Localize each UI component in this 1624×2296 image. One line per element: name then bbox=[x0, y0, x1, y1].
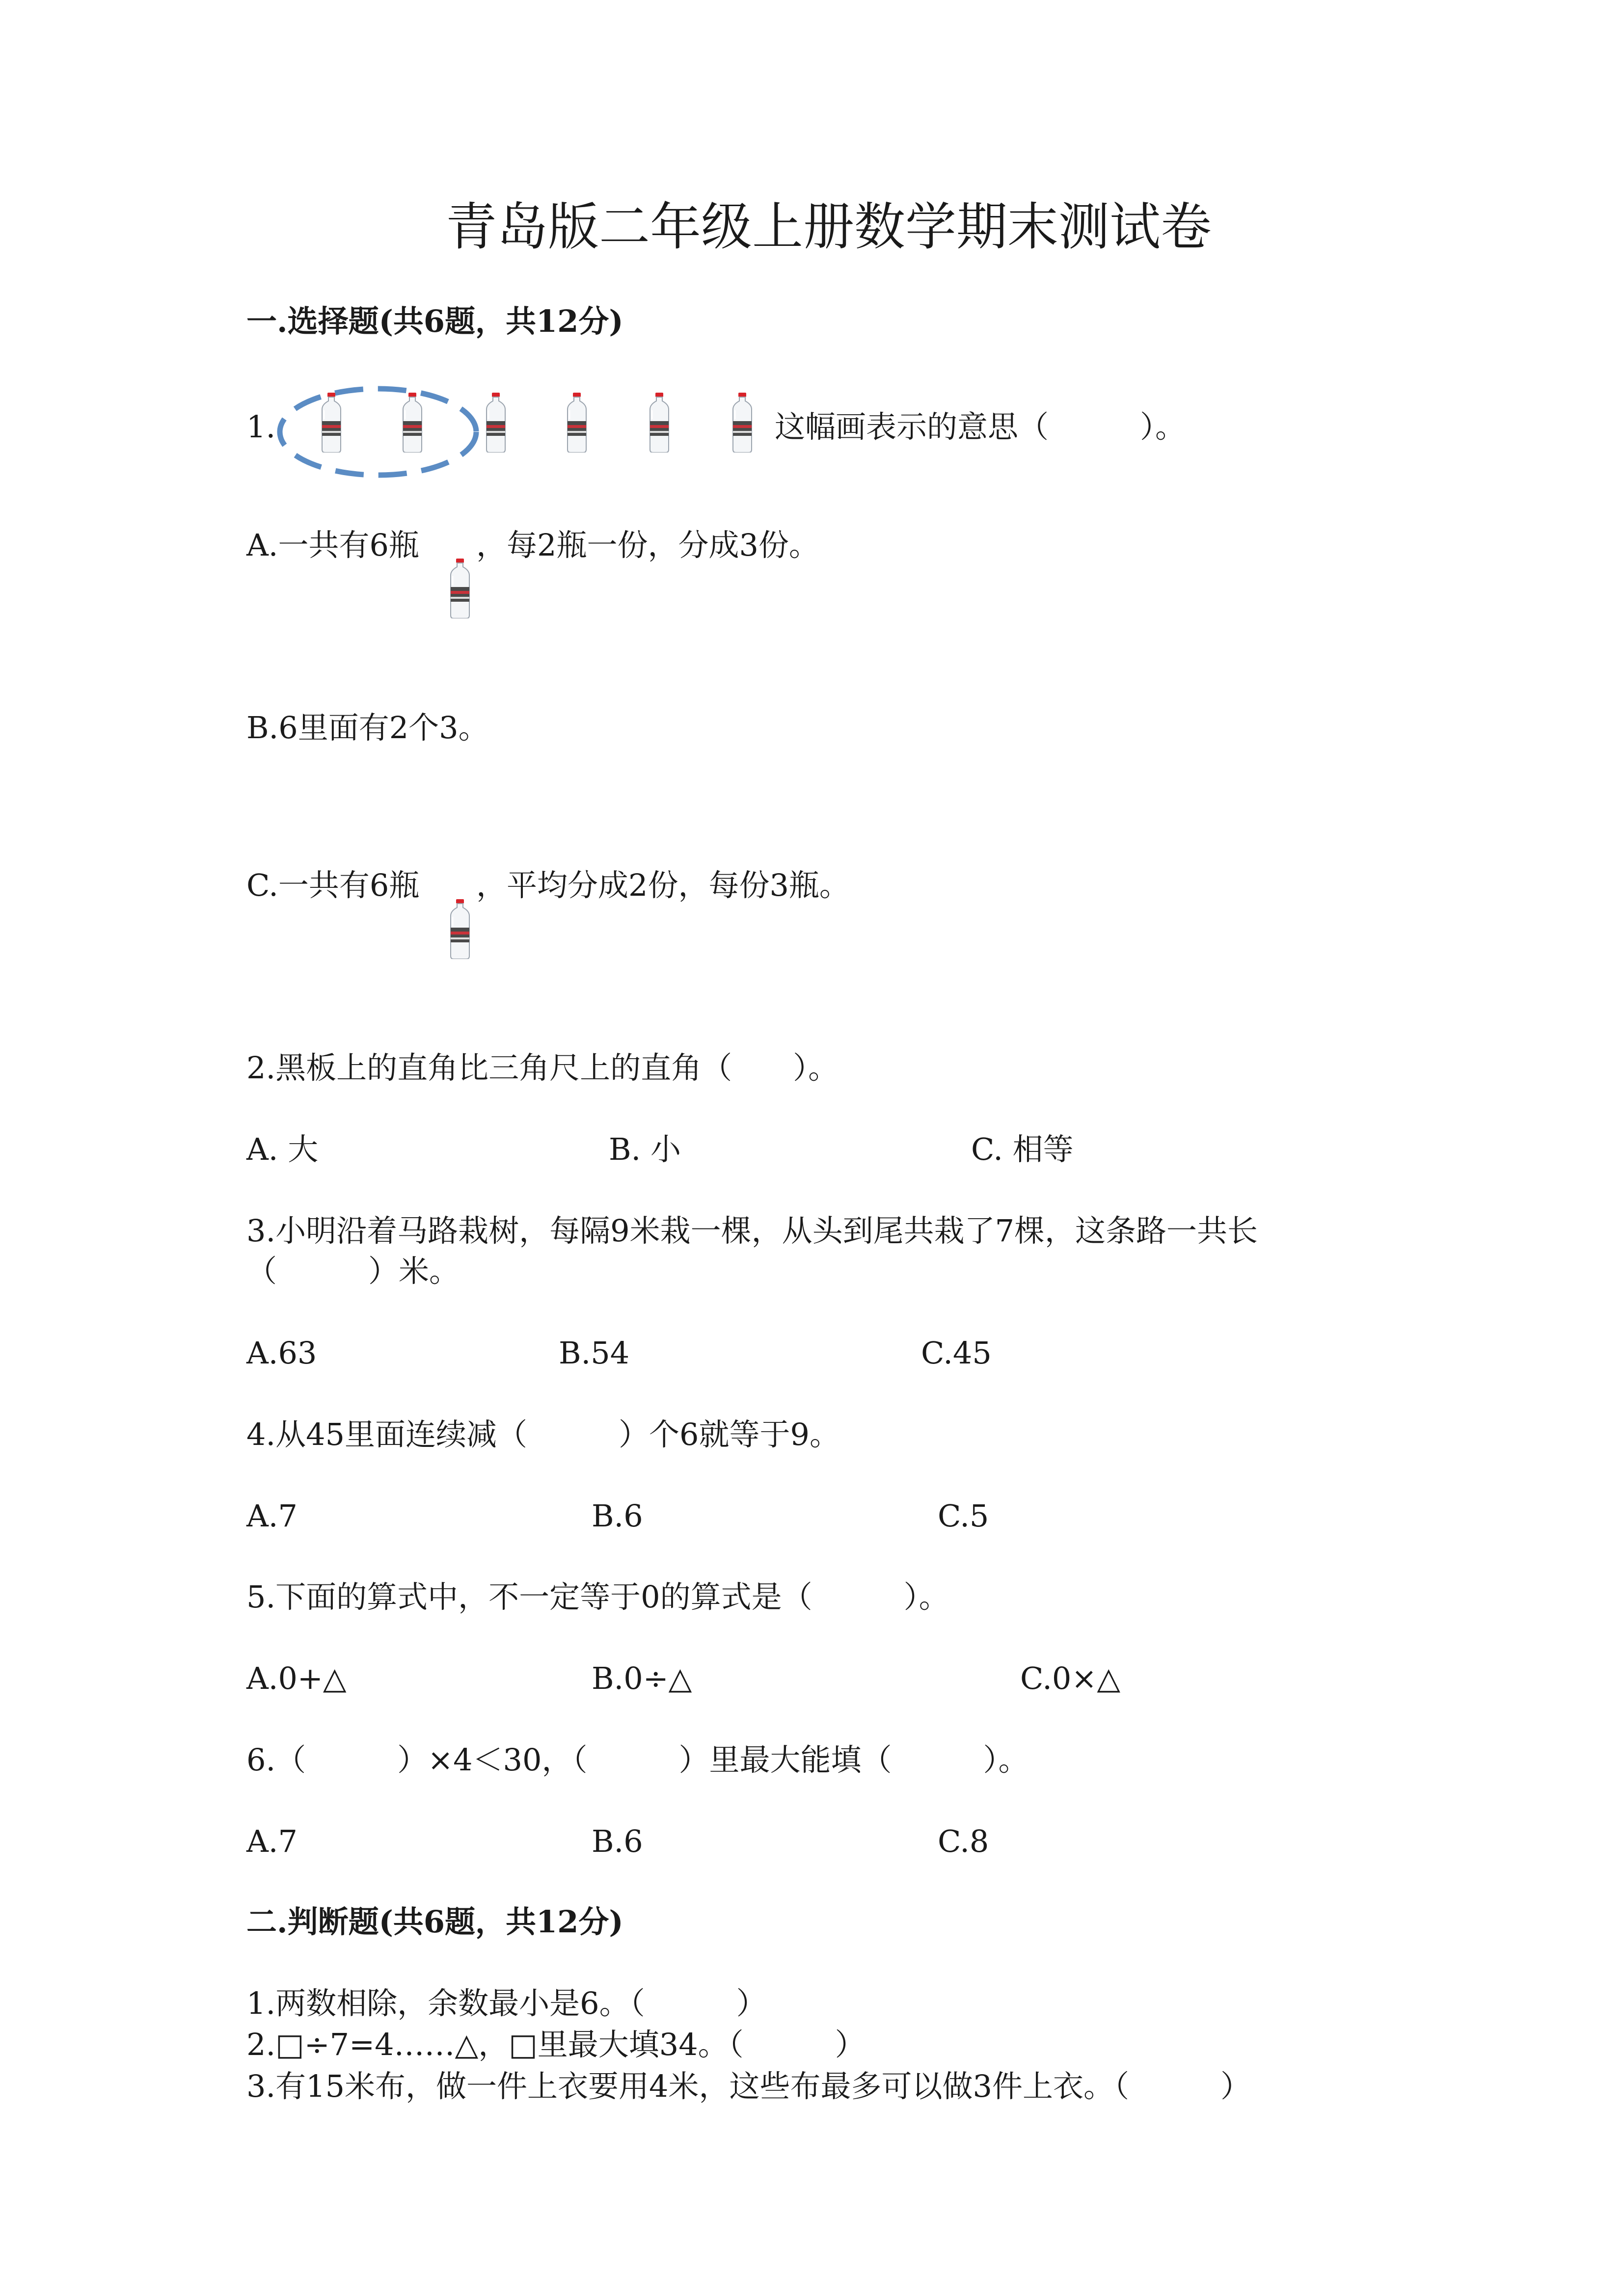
q1-stem: 这幅画表示的意思（ ）。 bbox=[775, 409, 1186, 445]
q3-stem-line1: 3.小明沿着马路栽树，每隔9米栽一棵，从头到尾共栽了7棵，这条路一共长 bbox=[246, 1213, 1258, 1249]
q1-option-b: B.6里面有2个3。 bbox=[246, 710, 489, 746]
page-title: 青岛版二年级上册数学期末测试卷 bbox=[446, 197, 1212, 257]
q4-option-a: A.7 bbox=[246, 1498, 298, 1534]
q1-number: 1. bbox=[246, 409, 276, 445]
bottle-icon bbox=[647, 393, 672, 453]
dashed-circle-group bbox=[275, 383, 481, 481]
bottle-icon bbox=[319, 393, 344, 453]
judge-item-1: 1.两数相除，余数最小是6。（ ） bbox=[246, 1985, 767, 2021]
q3-stem-line2: （ ）米。 bbox=[246, 1253, 460, 1289]
q3-option-b: B.54 bbox=[559, 1335, 630, 1371]
q6-option-c: C.8 bbox=[938, 1823, 989, 1859]
q1-option-a-post: ，每2瓶一份，分成3份。 bbox=[476, 527, 819, 563]
q1-option-c-pre: C.一共有6瓶 bbox=[246, 867, 420, 903]
bottle-icon bbox=[730, 393, 755, 453]
bottle-icon bbox=[448, 899, 472, 959]
section1-heading: 一.选择题(共6题，共12分) bbox=[246, 303, 623, 339]
section2-heading: 二.判断题(共6题，共12分) bbox=[246, 1904, 623, 1940]
q4-stem: 4.从45里面连续减（ ）个6就等于9。 bbox=[246, 1416, 840, 1452]
judge-item-2: 2.□÷7=4……△，□里最大填34。（ ） bbox=[246, 2027, 866, 2062]
q2-option-b: B. 小 bbox=[609, 1131, 681, 1167]
q1-option-a-pre: A.一共有6瓶 bbox=[246, 527, 419, 563]
judge-item-3: 3.有15米布，做一件上衣要用4米，这些布最多可以做3件上衣。（ ） bbox=[246, 2068, 1251, 2104]
q3-option-c: C.45 bbox=[921, 1335, 992, 1371]
bottle-icon bbox=[448, 559, 472, 618]
q4-option-b: B.6 bbox=[592, 1498, 643, 1534]
bottle-icon bbox=[565, 393, 589, 453]
bottle-icon bbox=[400, 393, 425, 453]
q5-option-c: C.0×△ bbox=[1020, 1660, 1121, 1696]
q6-stem: 6.（ ）×4＜30，（ ）里最大能填（ ）。 bbox=[246, 1742, 1029, 1778]
q2-option-a: A. 大 bbox=[246, 1131, 319, 1167]
q1-option-c-post: ，平均分成2份，每份3瓶。 bbox=[476, 867, 850, 903]
q5-option-b: B.0÷△ bbox=[592, 1660, 692, 1696]
q5-option-a: A.0+△ bbox=[246, 1660, 347, 1696]
q2-option-c: C. 相等 bbox=[971, 1131, 1074, 1167]
bottle-icon bbox=[484, 393, 508, 453]
q2-stem: 2.黑板上的直角比三角尺上的直角（ ）。 bbox=[246, 1050, 839, 1086]
q4-option-c: C.5 bbox=[938, 1498, 989, 1534]
q3-option-a: A.63 bbox=[246, 1335, 317, 1371]
q5-stem: 5.下面的算式中，不一定等于0的算式是（ ）。 bbox=[246, 1579, 949, 1615]
q6-option-b: B.6 bbox=[592, 1823, 643, 1859]
q6-option-a: A.7 bbox=[246, 1823, 298, 1859]
